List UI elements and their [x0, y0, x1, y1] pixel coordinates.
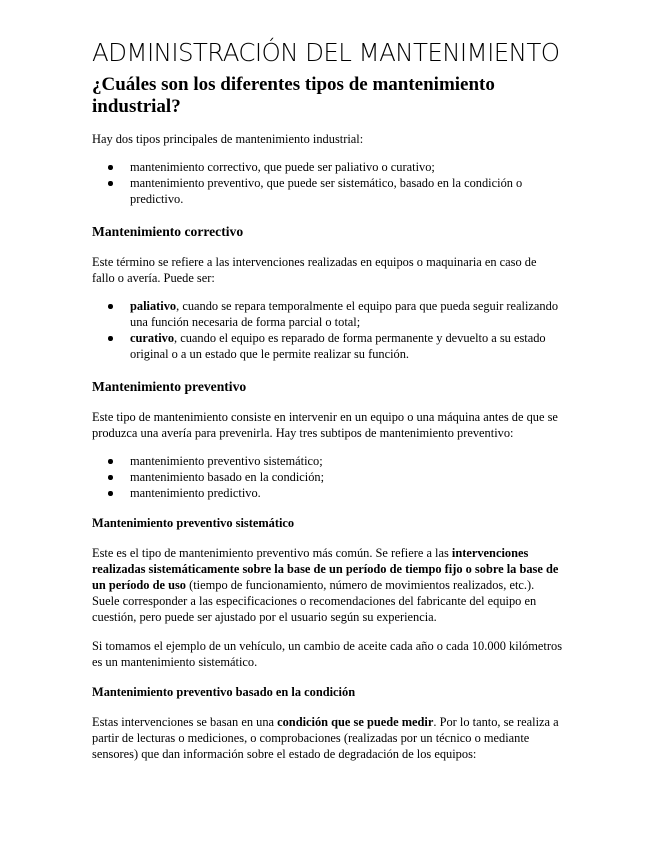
list-item — [130, 330, 562, 362]
document-content — [92, 38, 562, 762]
text-run: Estas intervenciones se basan en una — [92, 715, 278, 729]
systematic-paragraph — [92, 545, 562, 625]
list-item: mantenimiento preventivo sistemático; — [130, 453, 562, 469]
list-item-text: , cuando se repara temporalmente el equipo para que pueda seguir realizando una función necesaria de forma parcial o total; — [130, 299, 559, 329]
emphasis-text: condición que se puede medir — [277, 715, 434, 729]
text-run: . Por lo tanto, se realiza a partir de lecturas o mediciones, o comprobaciones (realizadas por un técnico o mediante sensores) que dan información sobre el estado de degradación de los equipos: — [92, 715, 559, 761]
term-paliativo: paliativo — [130, 299, 177, 313]
text-run: (tiempo de funcionamiento, número de movimientos realizados, etc.). Suele corresponder a las especificaciones o recomendaciones del fabricante del equipo en cuestión, pero puede ser ajustado por el usuario según su experiencia. — [92, 578, 537, 624]
preventive-subtypes-list — [92, 453, 562, 501]
list-item: mantenimiento predictivo. — [130, 485, 562, 501]
list-item: mantenimiento preventivo, que puede ser sistemático, basado en la condición o predictivo. — [130, 175, 562, 207]
vehicle-example-paragraph: Si tomamos el ejemplo de un vehículo, un cambio de aceite cada año o cada 10.000 kilómetros es un mantenimiento sistemático. — [92, 639, 563, 669]
systematic-heading: Mantenimiento preventivo sistemático — [92, 516, 295, 530]
list-item-text: , cuando el equipo es reparado de forma permanente y devuelto a su estado original o a un estado que le permite realizar su función. — [130, 331, 546, 361]
preventive-paragraph: Este tipo de mantenimiento consiste en intervenir en un equipo o una máquina antes de que se produzca una avería para prevenirla. Hay tres subtipos de mantenimiento preventivo: — [92, 410, 558, 440]
emphasis-text: intervenciones realizadas sistemáticamente sobre la base de un período de tiempo fijo o sobre la base de un período de uso — [92, 546, 559, 592]
condition-paragraph — [92, 714, 562, 762]
preventive-heading: Mantenimiento preventivo — [92, 379, 247, 394]
text-run: Este es el tipo de mantenimiento preventivo más común. Se refiere a las — [92, 546, 452, 560]
document-title: ADMINISTRACIÓN DEL MANTENIMIENTO — [92, 38, 560, 67]
corrective-heading: Mantenimiento correctivo — [92, 224, 244, 239]
term-curativo: curativo — [130, 331, 175, 345]
intro-paragraph: Hay dos tipos principales de mantenimiento industrial: — [92, 132, 364, 146]
condition-heading: Mantenimiento preventivo basado en la condición — [92, 685, 356, 699]
list-item: mantenimiento correctivo, que puede ser paliativo o curativo; — [130, 159, 562, 175]
list-item — [130, 298, 562, 330]
list-item: mantenimiento basado en la condición; — [130, 469, 562, 485]
corrective-list — [92, 298, 562, 362]
maintenance-types-list — [92, 159, 562, 207]
main-heading: ¿Cuáles son los diferentes tipos de mantenimiento industrial? — [92, 74, 495, 117]
corrective-paragraph: Este término se refiere a las intervenciones realizadas en equipos o maquinaria en caso de fallo o avería. Puede ser: — [92, 255, 537, 285]
